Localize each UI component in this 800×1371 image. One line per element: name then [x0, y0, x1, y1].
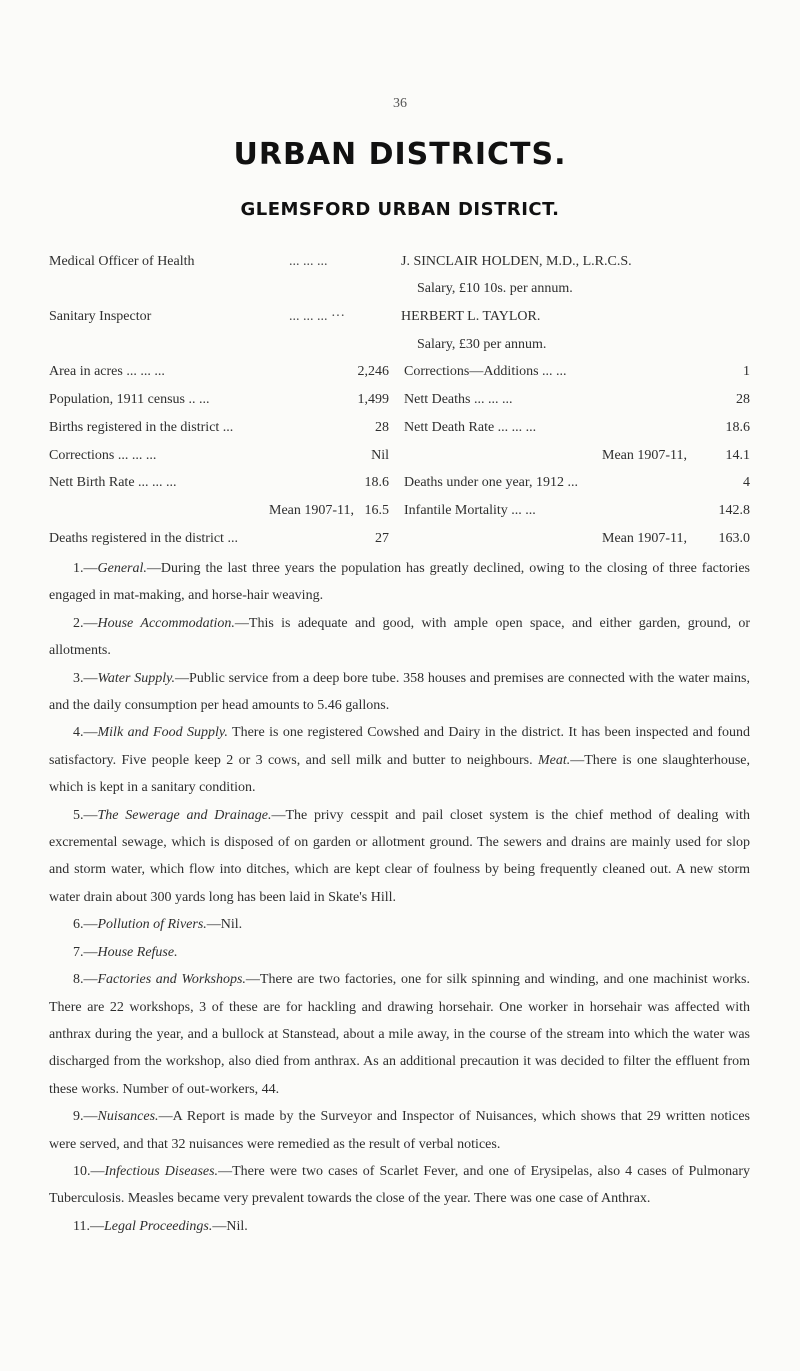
stat-value: 2,246 [357, 364, 389, 379]
medical-officer-name: J. SINCLAIR HOLDEN, M.D., L.R.C.S. [401, 254, 632, 269]
stat-label: Deaths under one year, 1912 ... [404, 475, 578, 490]
stat-value: 18.6 [725, 420, 750, 435]
stat-value: 16.5 [364, 503, 389, 518]
stat-value: 1 [743, 364, 750, 379]
stat-value: 4 [743, 475, 750, 490]
stat-value: 27 [375, 531, 389, 546]
stat-label: Corrections—Additions ... ... [404, 364, 567, 379]
leader-dots: ... ... ... [289, 254, 328, 269]
section-nuisances: 9.—Nuisances.—A Report is made by the Surveyor and Inspector of Nuisances, which shows that 29 written notices were served, and that 32 nuisances were remedied as the result of verbal notices. [49, 1109, 750, 1152]
section-milk-food-supply: 4.—Milk and Food Supply. There is one registered Cowshed and Dairy in the district. It has been inspected and found satisfactory. Five people keep 2 or 3 cows, and sell milk and butter to neighbours. Meat.—There is one slaughterhouse, which is kept in a sanitary condition. [49, 725, 750, 796]
stat-label: Nett Deaths ... ... ... [404, 392, 513, 407]
medical-officer-label: Medical Officer of Health [49, 254, 195, 269]
section-infectious-diseases: 10.—Infectious Diseases.—There were two cases of Scarlet Fever, and one of Erysipelas, also 4 cases of Pulmonary Tuberculosis. Measles became very prevalent towards the close of the year. There was one case of Anthrax. [49, 1163, 751, 1207]
stat-value: 142.8 [718, 503, 750, 518]
section-sewerage-drainage: 5.—The Sewerage and Drainage.—The privy cesspit and pail closet system is the chief method of dealing with excremental sewage, which is disposed of on garden or allotment ground. The sewers and drains are mainly used for slop and storm water, which flow into ditches, which are kept clear of foulness by being frequently cleaned out. A new storm water drain about 300 yards long has been laid in Skate's Hill. [49, 807, 750, 905]
stat-label: Nett Death Rate ... ... ... [404, 420, 537, 435]
section-pollution-rivers: 6.—Pollution of Rivers.—Nil. [73, 917, 243, 933]
medical-officer-row [49, 252, 750, 272]
stat-label: Nett Birth Rate ... ... ... [49, 475, 177, 490]
stat-value: 14.1 [725, 448, 750, 463]
medical-officer-salary: Salary, £10 10s. per annum. [417, 281, 573, 296]
stat-label: Infantile Mortality ... ... [404, 503, 536, 518]
report-body [49, 555, 750, 1240]
stat-label: Population, 1911 census .. ... [49, 392, 210, 407]
stat-label: Area in acres ... ... ... [49, 364, 165, 379]
stat-label: Mean 1907-11, [269, 503, 355, 518]
stat-label: Mean 1907-11, [602, 448, 688, 463]
stat-value: Nil [371, 448, 389, 463]
sanitary-inspector-row [49, 307, 750, 327]
section-legal-proceedings: 11.—Legal Proceedings.—Nil. [73, 1218, 248, 1234]
section-factories-workshops: 8.—Factories and Workshops.—There are two factories, one for silk spinning and winding, and one machinist works. There are 22 workshops, 3 of these are for hackling and drawing horsehair. One worker in horsehair was affected with anthrax during the year, and a bullock at Stanstead, about a mile away, in the course of the stream into which the water was discharged from the workshop, also died from anthrax. As an additional precaution it was decided to filter the effluent from these works. Number of out-workers, 44. [49, 972, 751, 1097]
stat-value: 28 [375, 420, 389, 435]
sanitary-inspector-name: HERBERT L. TAYLOR. [401, 309, 541, 324]
stat-label: Mean 1907-11, [602, 531, 688, 546]
stat-value: 1,499 [357, 392, 389, 407]
page-title: URBAN DISTRICTS. [233, 137, 567, 172]
stat-label: Births registered in the district ... [49, 420, 234, 435]
stat-value: 28 [736, 392, 750, 407]
stat-value: 163.0 [718, 531, 750, 546]
stat-label: Corrections ... ... ... [49, 448, 157, 463]
page-number: 36 [393, 96, 407, 111]
sanitary-inspector-label: Sanitary Inspector [49, 309, 152, 324]
stat-value: 18.6 [364, 475, 389, 490]
stat-label: Deaths registered in the district ... [49, 531, 238, 546]
section-house-refuse: 7.—House Refuse. [73, 944, 178, 960]
district-title: GLEMSFORD URBAN DISTRICT. [240, 199, 560, 220]
leader-dots: ... ... ... ··· [289, 309, 345, 324]
section-water-supply: 3.—Water Supply.—Public service from a deep bore tube. 358 houses and premises are connected with the water mains, and the daily consumption per head amounts to 5.46 gallons. [49, 670, 750, 714]
section-general: 1.—General.—During the last three years the population has greatly declined, owing to the closing of three factories engaged in mat-making, and horse-hair weaving. [49, 561, 750, 604]
sanitary-inspector-salary: Salary, £30 per annum. [417, 337, 547, 352]
section-house-accommodation: 2.—House Accommodation.—This is adequate and good, with ample open space, and either garden, ground, or allotments. [49, 615, 750, 659]
